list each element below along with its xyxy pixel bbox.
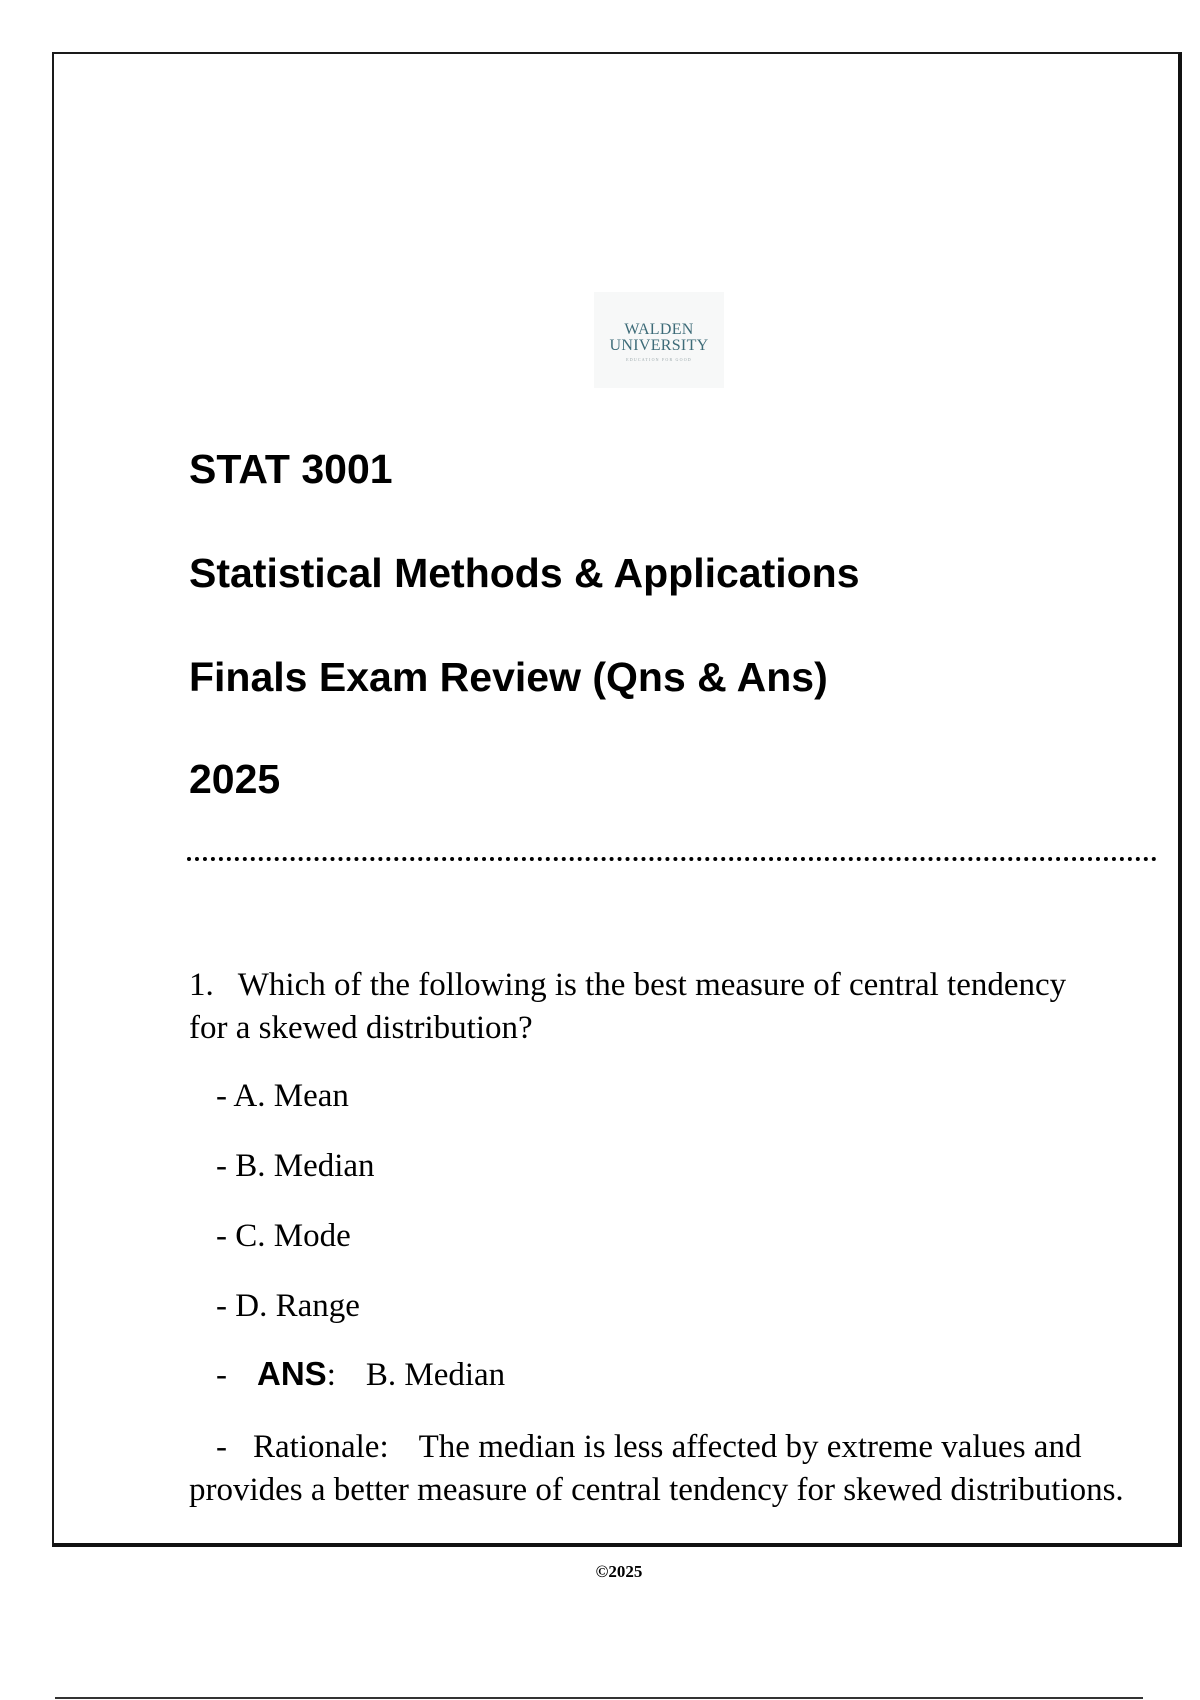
dotted-divider bbox=[187, 857, 1157, 861]
rationale bbox=[189, 1426, 1139, 1512]
answer-colon: : bbox=[326, 1357, 336, 1393]
option-b: - B. Median bbox=[216, 1148, 375, 1184]
question-1 bbox=[189, 964, 1109, 1050]
rationale-text: The median is less affected by extreme values and provides a better measure of central tendency for skewed distributions. bbox=[189, 1429, 1124, 1508]
option-d: - D. Range bbox=[216, 1288, 360, 1324]
rationale-dash: - bbox=[216, 1429, 227, 1465]
answer-dash: - bbox=[216, 1357, 227, 1393]
answer-label: ANS bbox=[257, 1355, 327, 1392]
rationale-label: Rationale: bbox=[253, 1429, 389, 1465]
logo-line-1: WALDEN bbox=[624, 321, 694, 338]
option-a: - A. Mean bbox=[216, 1078, 349, 1114]
logo-tagline: EDUCATION FOR GOOD bbox=[626, 357, 692, 362]
walden-university-logo bbox=[594, 292, 724, 388]
footer-copyright: ©2025 bbox=[595, 1562, 643, 1581]
page-frame bbox=[52, 52, 1182, 1581]
answer-line bbox=[216, 1354, 505, 1395]
bottom-rule bbox=[55, 1697, 1143, 1699]
course-code: STAT 3001 bbox=[189, 446, 393, 492]
answer-value: B. Median bbox=[365, 1357, 506, 1393]
question-text: Which of the following is the best measure of central tendency for a skewed distribution? bbox=[189, 967, 1067, 1046]
option-c: - C. Mode bbox=[216, 1218, 351, 1254]
logo-line-2: UNIVERSITY bbox=[609, 337, 709, 354]
document-year: 2025 bbox=[189, 756, 281, 802]
document-type: Finals Exam Review (Qns & Ans) bbox=[189, 654, 828, 700]
course-title: Statistical Methods & Applications bbox=[189, 550, 860, 596]
question-number: 1. bbox=[189, 967, 214, 1003]
